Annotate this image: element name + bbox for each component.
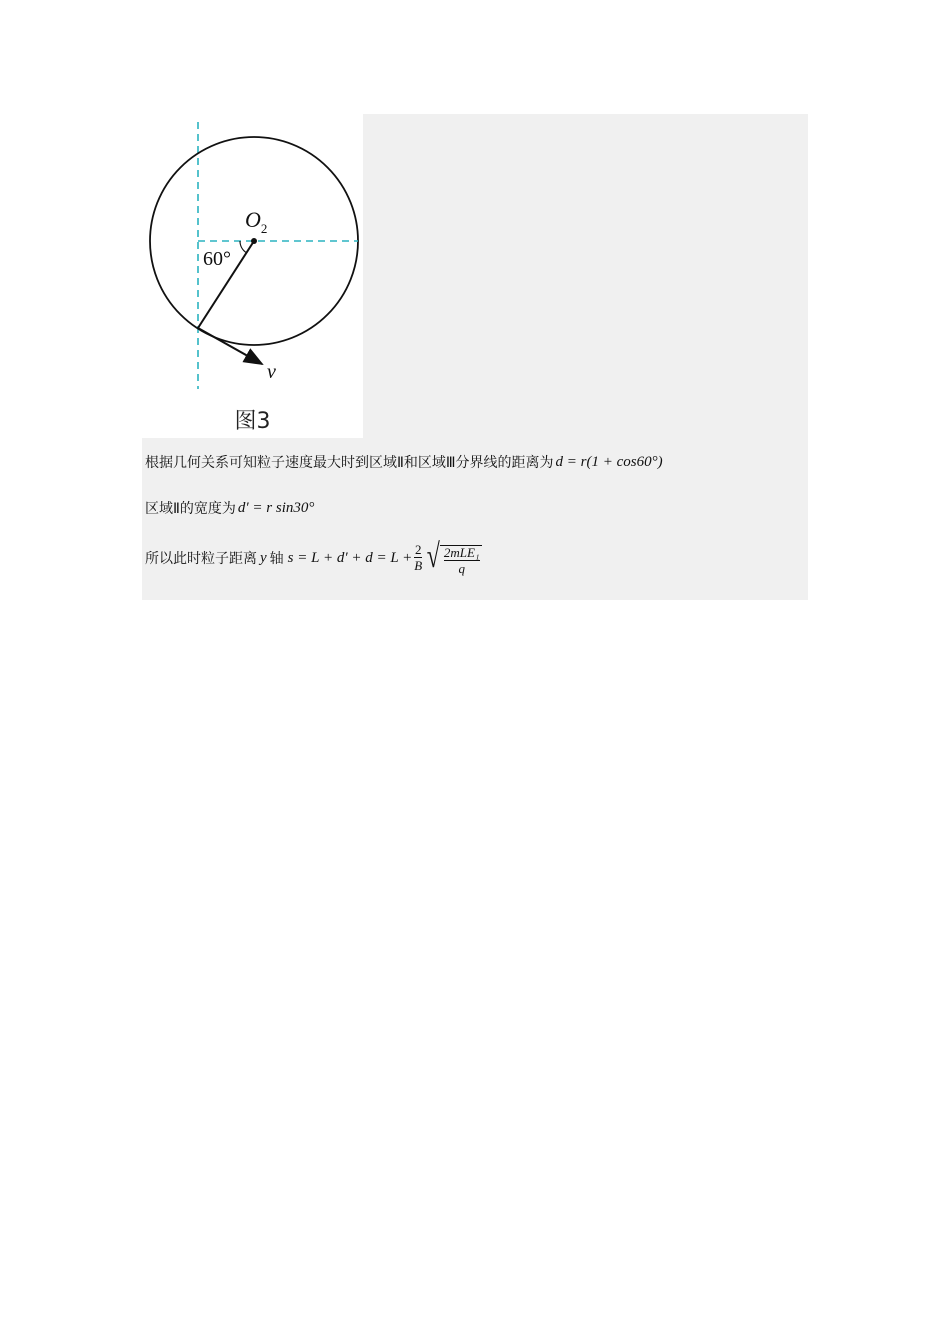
- solution-line-3: [145, 540, 482, 576]
- center-label: $O_2$: [245, 207, 268, 236]
- line3-axis-word: 轴: [269, 551, 284, 567]
- center-point: [251, 238, 257, 244]
- line3-fraction: [414, 543, 422, 573]
- line2-formula: d′ = r sin30°: [237, 499, 315, 516]
- angle-arc: [240, 241, 247, 253]
- solution-line-1: [145, 452, 663, 472]
- figure-caption: 图3: [234, 409, 271, 434]
- velocity-arrow: [198, 328, 262, 364]
- fraction-numerator: 2: [415, 542, 422, 557]
- line3-axis-var: y: [260, 549, 267, 566]
- line2-text: 区域Ⅱ的宽度为: [145, 501, 236, 517]
- velocity-label: v: [267, 361, 276, 383]
- sqrt-denominator: q: [458, 561, 465, 576]
- square-root: √ $\frac{\text{2mLE₁}}{q}$: [427, 538, 480, 576]
- line1-formula: d = r(1 + cos60°): [555, 453, 663, 470]
- line3-text: 所以此时粒子距离: [145, 551, 257, 567]
- angle-label: 60°: [203, 248, 231, 270]
- figure-3: [142, 114, 363, 438]
- circle-diagram: [142, 114, 363, 404]
- solution-line-2: [145, 498, 314, 518]
- fraction-denominator: B: [414, 558, 423, 573]
- line1-text: 根据几何关系可知粒子速度最大时到区域Ⅱ和区域Ⅲ分界线的距离为: [145, 455, 554, 471]
- sqrt-numerator: 2mLE₁: [443, 545, 480, 560]
- line3-formula: s = L + d′ + d = L +: [287, 549, 413, 566]
